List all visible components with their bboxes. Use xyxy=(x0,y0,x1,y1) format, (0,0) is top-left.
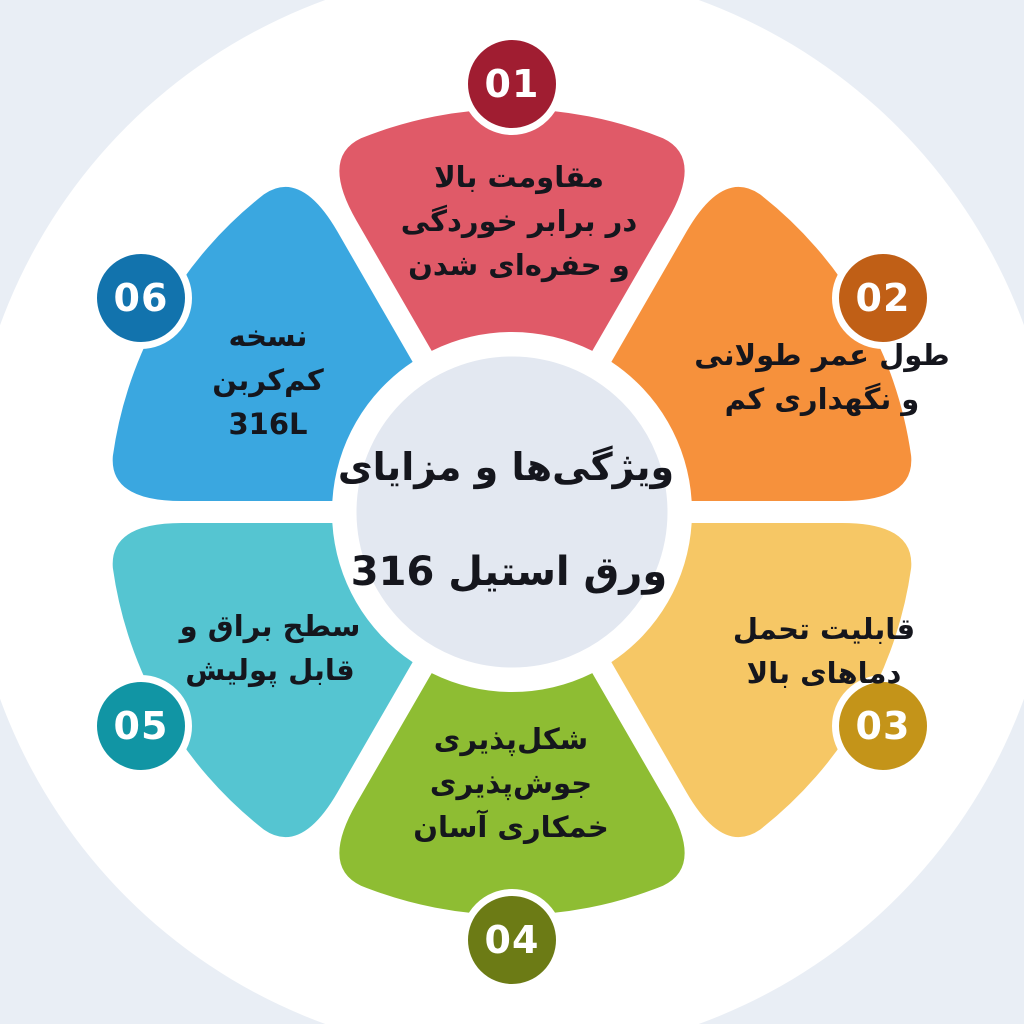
petal-02-label xyxy=(694,333,949,421)
petal-05-line2: قابل پولیش xyxy=(185,653,355,687)
badge-06: 06 xyxy=(90,247,192,349)
petal-05-label xyxy=(180,604,361,692)
petal-03-label xyxy=(733,607,915,695)
petal-06-line2: کم‌کربن xyxy=(212,363,324,397)
badge-01: 01 xyxy=(461,33,563,135)
petal-01-line3: و حفره‌ای شدن xyxy=(408,248,630,282)
petal-03-line1: قابلیت تحمل xyxy=(732,612,916,646)
petal-06-line1: نسخه xyxy=(228,319,308,353)
center-title-line2: ورق استیل 316 xyxy=(350,549,668,595)
petal-06-label xyxy=(212,314,324,446)
badge-02: 02 xyxy=(832,247,934,349)
petal-03-line2: دماهای بالا xyxy=(746,656,902,690)
badge-03: 03 xyxy=(832,675,934,777)
center-title-line1: ویژگی‌ها و مزایای xyxy=(337,445,675,489)
center-circle xyxy=(350,350,674,674)
petal-01-line2: در برابر خوردگی xyxy=(400,204,638,238)
petal-02-line2: و نگهداری کم xyxy=(724,382,920,416)
petal-01-label xyxy=(401,155,637,287)
petal-05-line1: سطح براق و xyxy=(179,609,361,643)
petal-04-line1: شکل‌پذیری xyxy=(433,722,589,756)
petal-04-line2: جوش‌پذیری xyxy=(429,766,593,800)
petal-01-line1: مقاومت بالا xyxy=(434,160,604,194)
petal-06-line3: 316L xyxy=(228,407,308,441)
badge-05: 05 xyxy=(90,675,192,777)
petal-04-line3: خمکاری آسان xyxy=(413,810,609,844)
petal-02-line1: طول عمر طولانی xyxy=(694,338,950,372)
petal-04-label xyxy=(413,717,609,849)
badge-04: 04 xyxy=(461,889,563,991)
